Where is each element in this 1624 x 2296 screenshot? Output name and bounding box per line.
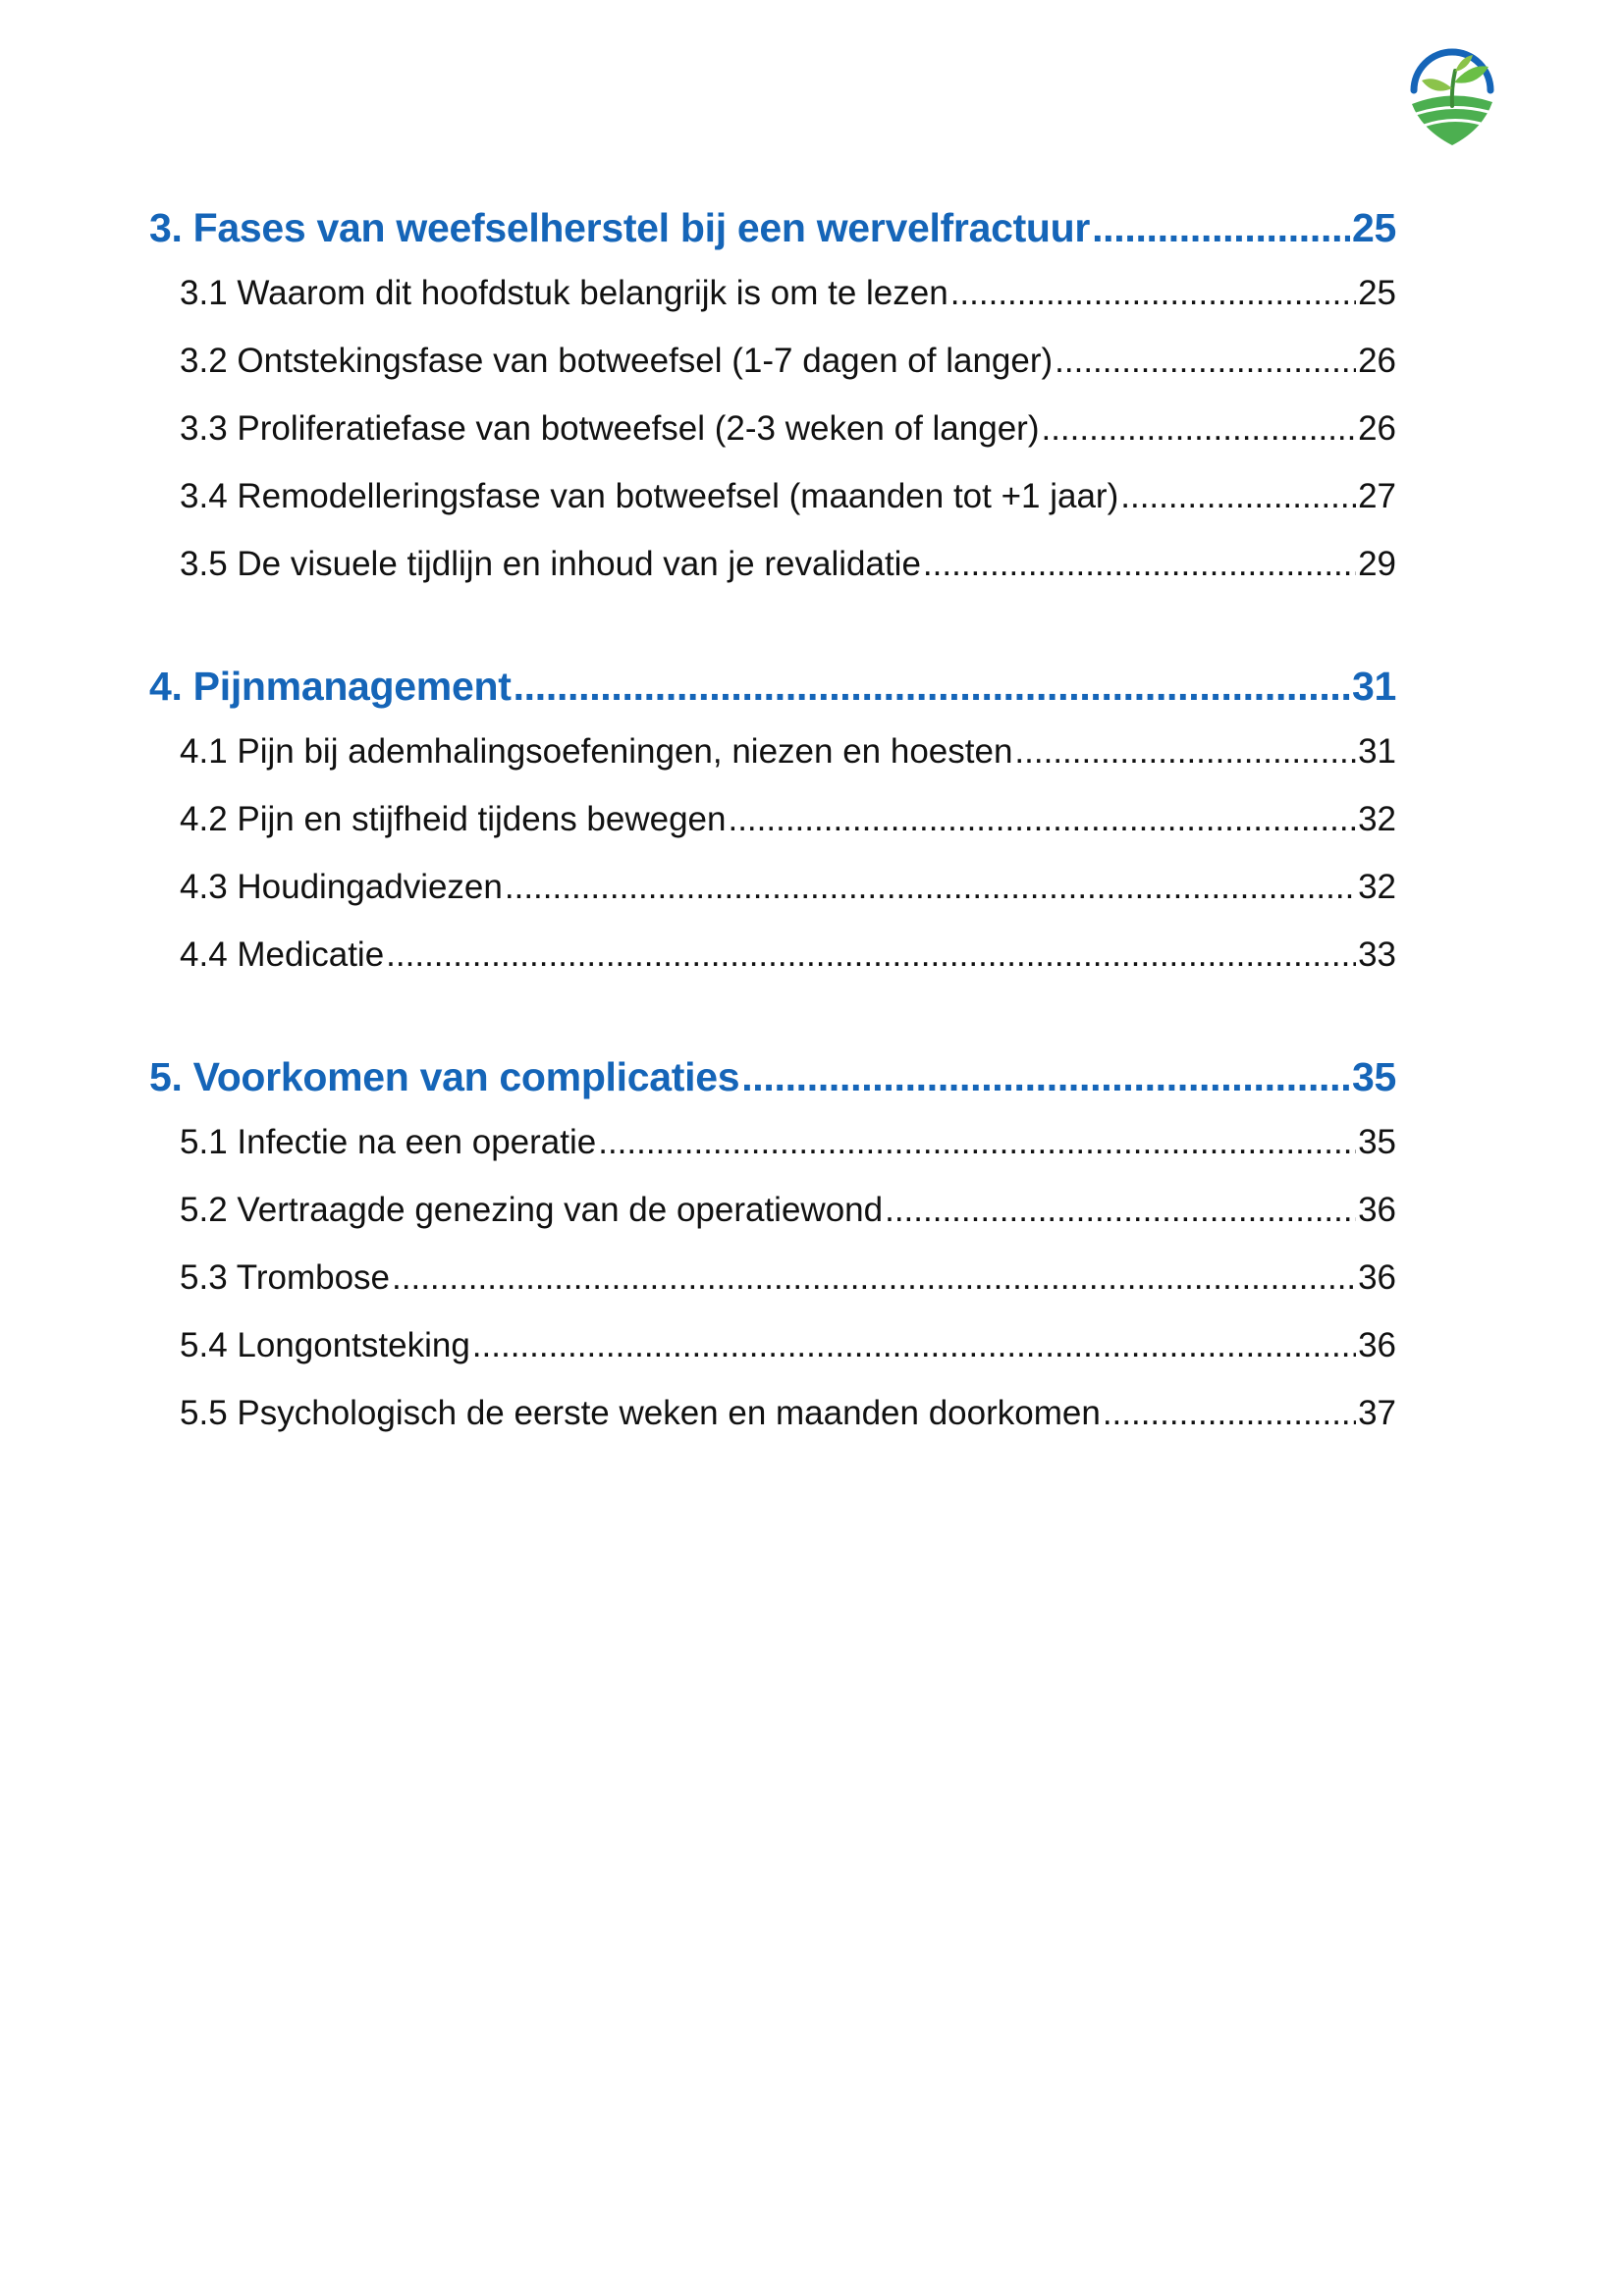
toc-section-4	[149, 655, 1396, 988]
dot-leader	[1092, 196, 1350, 259]
dot-leader	[514, 655, 1350, 718]
toc-entry-title: 5.3 Trombose	[180, 1258, 390, 1297]
dot-leader	[923, 530, 1356, 598]
toc-entry[interactable]	[149, 1108, 1396, 1176]
toc-entry[interactable]	[149, 395, 1396, 462]
toc-page-number: 33	[1358, 935, 1396, 974]
toc-entry-title: 5.5 Psychologisch de eerste weken en maanden doorkomen	[180, 1394, 1101, 1432]
dot-leader	[505, 853, 1356, 921]
toc-entry[interactable]	[149, 921, 1396, 988]
dot-leader	[885, 1176, 1356, 1244]
toc-entry-title: 3.3 Proliferatiefase van botweefsel (2-3 weken of langer)	[180, 409, 1040, 448]
toc-entry-title: 4.3 Houdingadviezen	[180, 868, 503, 906]
toc-entry[interactable]	[149, 785, 1396, 853]
toc-entry-title: 3.4 Remodelleringsfase van botweefsel (maanden tot +1 jaar)	[180, 477, 1119, 515]
toc-page-number: 32	[1358, 800, 1396, 838]
toc-page-number: 25	[1351, 205, 1396, 250]
dot-leader	[598, 1108, 1356, 1176]
dot-leader	[1120, 462, 1356, 530]
toc-entry-title: 5.2 Vertraagde genezing van de operatiewond	[180, 1191, 884, 1229]
dot-leader	[741, 1045, 1350, 1108]
dot-leader	[386, 921, 1356, 988]
toc-entry[interactable]	[149, 1176, 1396, 1244]
toc-chapter-title: 3. Fases van weefselherstel bij een wervelfractuur	[149, 205, 1091, 250]
toc-entry[interactable]	[149, 530, 1396, 598]
toc-page-number: 25	[1358, 274, 1396, 312]
dot-leader	[472, 1311, 1356, 1379]
toc-entry[interactable]	[149, 1379, 1396, 1447]
toc-page-number: 35	[1351, 1054, 1396, 1099]
toc-entry-title: 4.4 Medicatie	[180, 935, 385, 974]
table-of-contents	[149, 196, 1396, 1504]
toc-page-number: 37	[1358, 1394, 1396, 1432]
dot-leader	[950, 259, 1356, 327]
toc-page-number: 26	[1358, 409, 1396, 448]
toc-page-number: 35	[1358, 1123, 1396, 1161]
toc-chapter-4[interactable]	[149, 655, 1396, 718]
toc-entry-title: 3.5 De visuele tijdlijn en inhoud van je revalidatie	[180, 545, 921, 583]
dot-leader	[1103, 1379, 1356, 1447]
toc-entry[interactable]	[149, 327, 1396, 395]
dot-leader	[392, 1244, 1356, 1311]
dot-leader	[728, 785, 1356, 853]
toc-chapter-5[interactable]	[149, 1045, 1396, 1108]
toc-page-number: 27	[1358, 477, 1396, 515]
toc-page-number: 36	[1358, 1191, 1396, 1229]
toc-section-5	[149, 1045, 1396, 1447]
toc-entry-title: 3.1 Waarom dit hoofdstuk belangrijk is om te lezen	[180, 274, 948, 312]
toc-entry[interactable]	[149, 718, 1396, 785]
toc-entry[interactable]	[149, 1244, 1396, 1311]
dot-leader	[1055, 327, 1356, 395]
toc-page-number: 32	[1358, 868, 1396, 906]
sprout-over-field-logo	[1406, 45, 1498, 147]
toc-entry-title: 4.1 Pijn bij ademhalingsoefeningen, niezen en hoesten	[180, 732, 1013, 771]
toc-entry-title: 3.2 Ontstekingsfase van botweefsel (1-7 dagen of langer)	[180, 342, 1054, 380]
toc-entry[interactable]	[149, 259, 1396, 327]
toc-page-number: 26	[1358, 342, 1396, 380]
toc-page-number: 31	[1358, 732, 1396, 771]
toc-entry-title: 5.1 Infectie na een operatie	[180, 1123, 597, 1161]
toc-page-number: 36	[1358, 1326, 1396, 1364]
toc-entry-title: 4.2 Pijn en stijfheid tijdens bewegen	[180, 800, 727, 838]
toc-entry[interactable]	[149, 1311, 1396, 1379]
toc-entry-title: 5.4 Longontsteking	[180, 1326, 470, 1364]
toc-chapter-title: 4. Pijnmanagement	[149, 664, 512, 709]
toc-entry[interactable]	[149, 462, 1396, 530]
toc-chapter-title: 5. Voorkomen van complicaties	[149, 1054, 740, 1099]
dot-leader	[1041, 395, 1356, 462]
toc-chapter-3[interactable]	[149, 196, 1396, 259]
toc-page-number: 31	[1351, 664, 1396, 709]
dot-leader	[1014, 718, 1356, 785]
toc-page-number: 36	[1358, 1258, 1396, 1297]
toc-section-3	[149, 196, 1396, 598]
toc-page-number: 29	[1358, 545, 1396, 583]
toc-entry[interactable]	[149, 853, 1396, 921]
